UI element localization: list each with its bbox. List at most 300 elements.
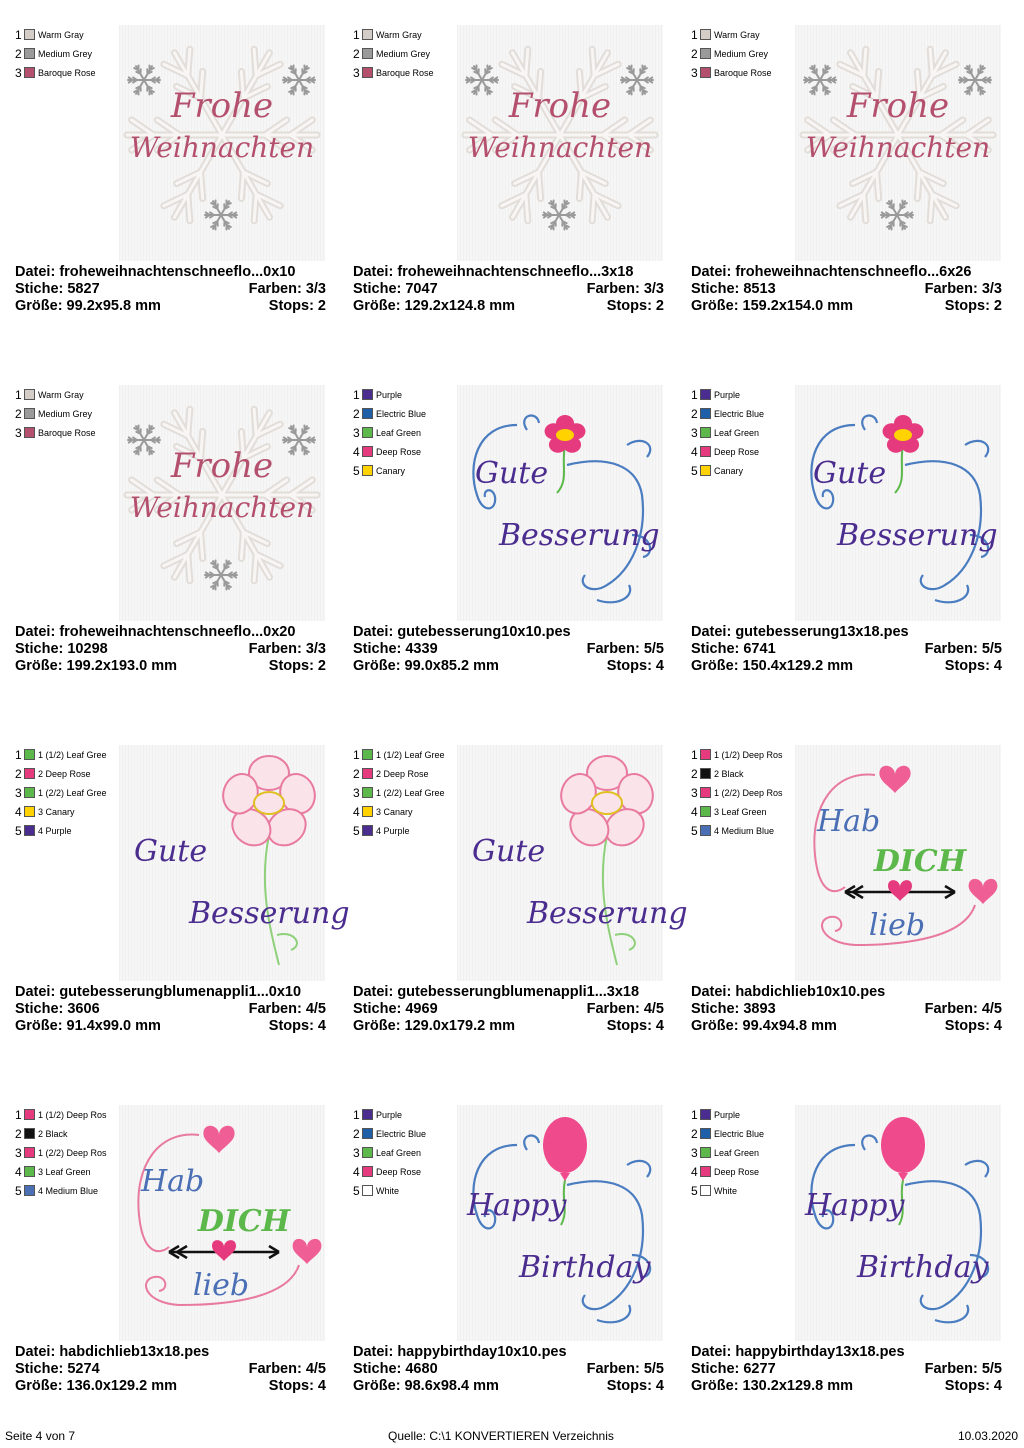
thread-index: 2	[691, 766, 698, 781]
thread-color-name: Electric Blue	[714, 408, 765, 419]
thread-color-swatch	[362, 427, 373, 438]
thread-index: 4	[353, 1164, 360, 1179]
thread-index: 3	[353, 65, 360, 80]
thread-color-swatch	[700, 806, 711, 817]
small-snowflake	[881, 201, 913, 230]
thread-color-swatch	[24, 825, 35, 836]
small-snowflake	[804, 66, 836, 95]
design-card	[353, 745, 688, 1075]
embroidery-design	[795, 745, 1001, 981]
thread-color-name: 1 (1/2) Deep Ros	[714, 749, 783, 760]
thread-color-swatch	[362, 825, 373, 836]
thread-color-name: 2 Black	[714, 768, 744, 779]
thread-color-row	[691, 1181, 764, 1200]
thread-color-row	[691, 802, 783, 821]
thread-color-swatch	[362, 1166, 373, 1177]
stitch-count: Stiche: 8513	[691, 281, 776, 297]
thread-color-name: Deep Rose	[376, 1166, 422, 1177]
thread-color-name: Canary	[376, 465, 406, 476]
thread-color-swatch	[24, 67, 35, 78]
thread-color-swatch	[362, 787, 373, 798]
thread-color-row	[691, 25, 772, 44]
embroidery-preview	[457, 385, 663, 621]
thread-index: 2	[15, 46, 22, 61]
design-text-line2: Besserung	[499, 518, 660, 553]
embroidery-design	[457, 25, 663, 261]
flower-icon	[556, 756, 658, 853]
thread-color-name: Warm Gray	[38, 29, 84, 40]
design-card	[353, 25, 673, 355]
thread-color-swatch	[362, 1147, 373, 1158]
color-count: Farben: 3/3	[248, 281, 326, 297]
file-name: Datei: gutebesserung10x10.pes	[353, 624, 571, 640]
thread-color-name: Deep Rose	[376, 446, 422, 457]
thread-index: 4	[691, 804, 698, 819]
design-card	[15, 1105, 335, 1435]
small-snowflake	[128, 66, 160, 95]
small-snowflake	[621, 66, 653, 95]
embroidery-preview	[119, 1105, 325, 1341]
thread-color-name: Leaf Green	[376, 427, 422, 438]
embroidery-preview	[795, 25, 1001, 261]
thread-color-legend	[353, 25, 434, 82]
balloon-icon	[543, 1117, 587, 1181]
design-text-line2: Weihnachten	[805, 131, 991, 164]
thread-index: 3	[691, 1145, 698, 1160]
thread-color-name: Medium Grey	[38, 48, 93, 59]
thread-color-name: Baroque Rose	[38, 67, 96, 78]
thread-color-row	[353, 764, 445, 783]
footer-page: Seite 4 von 7	[5, 1429, 76, 1443]
design-size: Größe: 129.0x179.2 mm	[353, 1018, 516, 1034]
thread-color-name: Leaf Green	[376, 1147, 422, 1158]
thread-index: 1	[353, 1107, 360, 1122]
thread-color-row	[691, 442, 764, 461]
thread-color-row	[15, 764, 107, 783]
thread-color-swatch	[362, 1109, 373, 1120]
thread-color-swatch	[24, 29, 35, 40]
thread-color-row	[353, 44, 434, 63]
design-text-line1: Gute	[475, 456, 549, 491]
thread-index: 4	[353, 804, 360, 819]
embroidery-preview	[795, 385, 1001, 621]
thread-color-name: 1 (1/2) Deep Ros	[38, 1109, 107, 1120]
thread-color-name: 3 Leaf Green	[714, 806, 767, 817]
design-text-line1: Frohe	[170, 86, 274, 126]
thread-index: 1	[691, 747, 698, 762]
design-text-line2: Weihnachten	[129, 131, 315, 164]
thread-color-name: Deep Rose	[714, 1166, 760, 1177]
thread-index: 5	[15, 823, 22, 838]
thread-color-name: 3 Canary	[376, 806, 413, 817]
thread-color-swatch	[700, 1109, 711, 1120]
thread-color-row	[353, 63, 434, 82]
design-text-line1: Gute	[134, 834, 208, 869]
thread-color-swatch	[700, 1185, 711, 1196]
thread-color-swatch	[700, 1128, 711, 1139]
stop-count: Stops: 4	[268, 1018, 326, 1034]
flower-icon	[883, 415, 924, 453]
design-info	[353, 264, 664, 315]
thread-index: 3	[691, 425, 698, 440]
thread-color-swatch	[700, 768, 711, 779]
stop-count: Stops: 4	[606, 1018, 664, 1034]
design-size: Größe: 98.6x98.4 mm	[353, 1378, 499, 1394]
thread-index: 3	[691, 785, 698, 800]
thread-color-row	[353, 1105, 426, 1124]
thread-color-name: Purple	[376, 1109, 403, 1120]
thread-color-swatch	[24, 1128, 35, 1139]
thread-color-legend	[15, 25, 96, 82]
design-text-line2: DICH	[873, 844, 967, 879]
thread-index: 3	[15, 425, 22, 440]
embroidery-preview	[795, 745, 1001, 981]
embroidery-design	[119, 1105, 325, 1341]
design-info	[353, 1344, 664, 1395]
thread-color-name: Medium Grey	[376, 48, 431, 59]
stop-count: Stops: 4	[944, 658, 1002, 674]
embroidery-design	[795, 1105, 1001, 1341]
thread-index: 3	[15, 785, 22, 800]
thread-color-row	[691, 1162, 764, 1181]
embroidery-preview	[457, 1105, 663, 1341]
thread-color-name: 3 Canary	[38, 806, 75, 817]
thread-index: 2	[691, 46, 698, 61]
thread-color-name: Purple	[376, 389, 403, 400]
thread-color-row	[353, 745, 445, 764]
thread-color-row	[691, 461, 764, 480]
thread-color-row	[353, 442, 426, 461]
thread-index: 4	[691, 1164, 698, 1179]
embroidery-preview	[457, 25, 663, 261]
thread-index: 1	[15, 1107, 22, 1122]
design-text-line2: Besserung	[837, 518, 998, 553]
thread-color-swatch	[24, 787, 35, 798]
thread-color-row	[15, 745, 107, 764]
thread-color-swatch	[700, 1166, 711, 1177]
thread-color-row	[691, 1143, 764, 1162]
footer-source: Quelle: C:\1 KONVERTIEREN Verzeichnis	[388, 1429, 614, 1443]
thread-color-swatch	[700, 408, 711, 419]
small-snowflake	[466, 66, 498, 95]
thread-color-name: White	[714, 1185, 738, 1196]
thread-index: 4	[15, 804, 22, 819]
thread-color-row	[15, 1105, 107, 1124]
embroidery-preview	[119, 385, 325, 621]
design-info	[691, 1344, 1002, 1395]
thread-color-name: Deep Rose	[714, 446, 760, 457]
stitch-count: Stiche: 5827	[15, 281, 100, 297]
thread-color-name: 3 Leaf Green	[38, 1166, 91, 1177]
file-name: Datei: habdichlieb10x10.pes	[691, 984, 886, 1000]
thread-index: 3	[691, 65, 698, 80]
thread-color-swatch	[700, 29, 711, 40]
file-name: Datei: gutebesserungblumenappli1...0x10	[15, 984, 302, 1000]
thread-index: 3	[353, 1145, 360, 1160]
thread-index: 1	[15, 27, 22, 42]
design-text-line1: Frohe	[846, 86, 950, 126]
thread-color-row	[353, 1162, 426, 1181]
thread-color-row	[691, 423, 764, 442]
design-info	[353, 984, 664, 1035]
thread-index: 1	[691, 1107, 698, 1122]
thread-index: 3	[15, 65, 22, 80]
thread-color-swatch	[24, 427, 35, 438]
embroidery-design	[119, 385, 325, 621]
thread-color-row	[15, 404, 96, 423]
heart-icon	[879, 766, 910, 793]
thread-color-name: Leaf Green	[714, 1147, 760, 1158]
thread-color-row	[15, 783, 107, 802]
thread-index: 1	[691, 27, 698, 42]
small-snowflake	[205, 561, 237, 590]
color-count: Farben: 4/5	[248, 1001, 326, 1017]
design-card	[691, 25, 1011, 355]
design-info	[15, 624, 326, 675]
thread-index: 5	[691, 1183, 698, 1198]
design-card	[691, 1105, 1011, 1435]
thread-color-row	[353, 802, 445, 821]
thread-color-row	[353, 1124, 426, 1143]
thread-color-legend	[691, 25, 772, 82]
stop-count: Stops: 2	[268, 298, 326, 314]
thread-color-row	[15, 1162, 107, 1181]
design-card	[691, 745, 1011, 1075]
color-count: Farben: 5/5	[586, 641, 664, 657]
color-count: Farben: 4/5	[924, 1001, 1002, 1017]
stitch-count: Stiche: 4680	[353, 1361, 438, 1377]
embroidery-design	[457, 385, 663, 621]
thread-color-name: 1 (1/2) Leaf Gree	[376, 749, 445, 760]
thread-color-name: White	[376, 1185, 400, 1196]
design-info	[15, 1344, 326, 1395]
small-snowflake	[959, 66, 991, 95]
thread-color-swatch	[362, 67, 373, 78]
thread-color-name: Purple	[714, 389, 741, 400]
design-text-line2: DICH	[197, 1204, 291, 1239]
design-info	[691, 624, 1002, 675]
thread-color-name: Medium Grey	[38, 408, 93, 419]
thread-color-row	[353, 423, 426, 442]
thread-color-name: 1 (2/2) Deep Ros	[714, 787, 783, 798]
embroidery-design	[119, 25, 325, 261]
thread-color-name: Baroque Rose	[376, 67, 434, 78]
thread-color-swatch	[362, 465, 373, 476]
design-card	[15, 25, 335, 355]
thread-color-row	[353, 461, 426, 480]
design-size: Größe: 150.4x129.2 mm	[691, 658, 854, 674]
design-text-line1: Gute	[813, 456, 887, 491]
thread-color-swatch	[362, 749, 373, 760]
stitch-count: Stiche: 4339	[353, 641, 438, 657]
thread-color-swatch	[362, 1128, 373, 1139]
thread-color-row	[15, 44, 96, 63]
file-name: Datei: happybirthday10x10.pes	[353, 1344, 567, 1360]
thread-color-swatch	[362, 768, 373, 779]
thread-color-name: Warm Gray	[376, 29, 422, 40]
embroidery-design	[457, 745, 688, 981]
thread-color-legend	[353, 745, 445, 840]
thread-color-swatch	[362, 29, 373, 40]
thread-color-row	[691, 44, 772, 63]
design-text-line3: lieb	[192, 1268, 250, 1303]
design-text-line1: Hab	[141, 1164, 205, 1199]
thread-index: 1	[353, 27, 360, 42]
thread-color-swatch	[700, 787, 711, 798]
thread-color-swatch	[24, 1185, 35, 1196]
thread-color-swatch	[362, 1185, 373, 1196]
small-snowflake	[205, 201, 237, 230]
design-size: Größe: 99.2x95.8 mm	[15, 298, 161, 314]
thread-color-legend	[353, 1105, 426, 1200]
file-name: Datei: happybirthday13x18.pes	[691, 1344, 905, 1360]
thread-index: 4	[353, 444, 360, 459]
file-name: Datei: gutebesserungblumenappli1...3x18	[353, 984, 640, 1000]
design-card	[15, 385, 335, 715]
design-text-line3: lieb	[868, 908, 926, 943]
design-text-line1: Frohe	[508, 86, 612, 126]
thread-color-row	[15, 423, 96, 442]
thread-color-name: 4 Purple	[38, 825, 72, 836]
thread-color-swatch	[362, 806, 373, 817]
thread-color-name: 4 Medium Blue	[714, 825, 775, 836]
thread-color-name: Medium Grey	[714, 48, 769, 59]
thread-index: 1	[15, 747, 22, 762]
thread-index: 3	[15, 1145, 22, 1160]
design-text-line1: Frohe	[170, 446, 274, 486]
color-count: Farben: 3/3	[586, 281, 664, 297]
thread-color-row	[691, 1124, 764, 1143]
design-info	[15, 264, 326, 315]
thread-color-swatch	[700, 427, 711, 438]
stop-count: Stops: 2	[606, 298, 664, 314]
small-snowflake	[283, 66, 315, 95]
thread-color-row	[353, 783, 445, 802]
thread-color-swatch	[700, 1147, 711, 1158]
thread-color-swatch	[24, 48, 35, 59]
thread-color-name: 4 Purple	[376, 825, 410, 836]
thread-index: 2	[15, 1126, 22, 1141]
flower-icon	[545, 415, 586, 453]
thread-color-row	[353, 821, 445, 840]
design-text-line1: Happy	[805, 1188, 905, 1223]
thread-color-swatch	[24, 806, 35, 817]
small-snowflake	[543, 201, 575, 230]
thread-color-swatch	[362, 48, 373, 59]
thread-color-swatch	[24, 768, 35, 779]
thread-color-row	[15, 385, 96, 404]
design-size: Größe: 99.0x85.2 mm	[353, 658, 499, 674]
stitch-count: Stiche: 3893	[691, 1001, 776, 1017]
design-text-line2: Birthday	[519, 1250, 651, 1285]
color-count: Farben: 5/5	[586, 1361, 664, 1377]
thread-index: 2	[353, 406, 360, 421]
design-text-line2: Weihnachten	[467, 131, 653, 164]
thread-index: 4	[15, 1164, 22, 1179]
design-info	[691, 984, 1002, 1035]
heart-icon	[888, 880, 912, 901]
thread-color-row	[353, 1143, 426, 1162]
thread-color-row	[691, 821, 783, 840]
color-count: Farben: 3/3	[924, 281, 1002, 297]
thread-color-swatch	[24, 1147, 35, 1158]
design-size: Größe: 159.2x154.0 mm	[691, 298, 854, 314]
thread-color-name: 1 (2/2) Leaf Gree	[376, 787, 445, 798]
design-card	[15, 745, 350, 1075]
thread-color-row	[353, 404, 426, 423]
thread-color-swatch	[24, 749, 35, 760]
design-text-line1: Gute	[472, 834, 546, 869]
thread-color-name: Purple	[714, 1109, 741, 1120]
thread-color-name: 4 Medium Blue	[38, 1185, 99, 1196]
design-card	[353, 385, 673, 715]
embroidery-design	[795, 385, 1001, 621]
embroidery-design	[457, 1105, 663, 1341]
thread-color-swatch	[700, 48, 711, 59]
color-count: Farben: 5/5	[924, 1361, 1002, 1377]
thread-color-legend	[691, 385, 764, 480]
balloon-icon	[881, 1117, 925, 1181]
thread-index: 4	[691, 444, 698, 459]
thread-index: 1	[15, 387, 22, 402]
thread-color-name: Leaf Green	[714, 427, 760, 438]
heart-icon	[969, 879, 998, 904]
thread-color-name: Warm Gray	[38, 389, 84, 400]
thread-color-row	[15, 1143, 107, 1162]
thread-color-row	[691, 783, 783, 802]
thread-color-swatch	[24, 1109, 35, 1120]
heart-icon	[203, 1126, 234, 1153]
design-text-line2: Birthday	[857, 1250, 989, 1285]
thread-color-swatch	[700, 389, 711, 400]
thread-color-swatch	[700, 67, 711, 78]
thread-color-swatch	[700, 825, 711, 836]
thread-color-swatch	[24, 389, 35, 400]
stop-count: Stops: 4	[268, 1378, 326, 1394]
thread-color-name: Electric Blue	[376, 408, 427, 419]
thread-index: 2	[353, 46, 360, 61]
thread-color-name: 2 Black	[38, 1128, 68, 1139]
thread-color-row	[15, 1124, 107, 1143]
thread-index: 5	[353, 823, 360, 838]
thread-color-name: 1 (2/2) Deep Ros	[38, 1147, 107, 1158]
thread-color-row	[353, 385, 426, 404]
color-count: Farben: 3/3	[248, 641, 326, 657]
thread-index: 2	[15, 406, 22, 421]
design-text-line1: Hab	[817, 804, 881, 839]
thread-color-legend	[691, 1105, 764, 1200]
design-text-line2: Besserung	[527, 896, 688, 931]
thread-color-name: Baroque Rose	[38, 427, 96, 438]
color-count: Farben: 4/5	[248, 1361, 326, 1377]
thread-color-legend	[15, 385, 96, 442]
design-size: Größe: 136.0x129.2 mm	[15, 1378, 178, 1394]
file-name: Datei: froheweihnachtenschneeflo...0x20	[15, 624, 296, 640]
thread-color-swatch	[24, 1166, 35, 1177]
thread-index: 1	[691, 387, 698, 402]
thread-color-row	[691, 764, 783, 783]
thread-color-swatch	[700, 465, 711, 476]
thread-color-legend	[15, 745, 107, 840]
thread-color-row	[15, 802, 107, 821]
thread-index: 1	[353, 747, 360, 762]
thread-index: 1	[353, 387, 360, 402]
thread-color-row	[691, 745, 783, 764]
design-size: Größe: 130.2x129.8 mm	[691, 1378, 854, 1394]
stitch-count: Stiche: 6277	[691, 1361, 776, 1377]
thread-color-row	[691, 404, 764, 423]
thread-color-row	[691, 385, 764, 404]
